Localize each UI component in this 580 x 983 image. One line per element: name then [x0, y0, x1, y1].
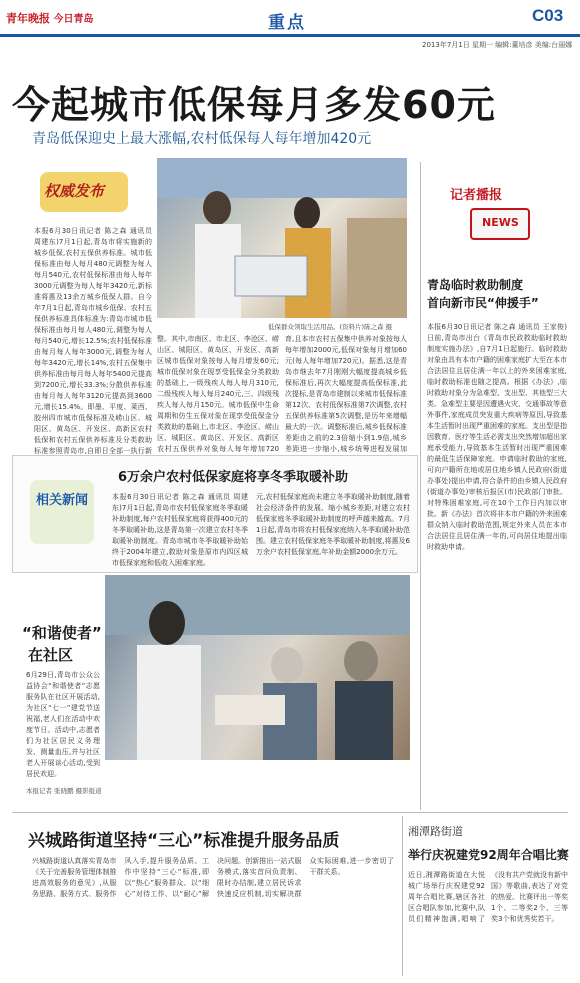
- masthead-logo: [6, 10, 93, 26]
- volunteer-photo: [105, 575, 410, 760]
- right-top-title-1: 青岛临时救助制度: [427, 278, 524, 292]
- related-news-col1: 本报6月30日讯记者 陈之森 通讯员 周建东)7月1日起,青岛市农村低保家庭冬季取暖补助制度,每户农村低保家庭将获得400元的冬季取暖补助,这是青岛第一次建立农村冬季取暖补助制度。青岛市城市冬季取暖补助始终于2004年建立,救助对象是原市内四区城市低保家庭和低收入困难家庭。: [112, 493, 248, 567]
- right-top-title-2: 首向新市民“伸援手”: [427, 296, 539, 310]
- main-headline: 今起城市低保每月多发60元: [12, 83, 496, 127]
- related-news-col2: 元,农村低保家庭尚未建立冬季取暖补助制度,随着社会经济条件的发展、缩小城乡差距,对建立农村低保家庭冬季取暖补助制度的呼声越来越高。7月1日起,青岛市将农村低保家庭纳入冬季取暖补助范围。建立农村低保家庭冬季取暖补助制度,将惠及6万余户农村低保家庭,年补助金额2000余万元。: [256, 493, 410, 556]
- main-subhead: 青岛低保迎史上最大涨幅,农村低保每人每年增加420元: [32, 131, 372, 147]
- main-article-col2: 整。其中,市南区、市北区、李沧区、崂山区、城阳区、黄岛区、开发区、高新区城市低保对象按每人每月增发60元;城市低保对象在现享受低保金分类救助的基础上,一级残疾人每人每月310元,二级残疾人每人每月240元,三、四级残疾人每人每月150元。城市低保中生命周期和仿生五保对象在现享受低保金分类救助的基础上,市北区、李沧区、崂山区、城阳区、黄岛区、开发区、高新区农村五保供养对象每人每年增加720: [157, 335, 279, 453]
- harmony-title-2: 在社区: [28, 646, 74, 664]
- subbrand-name: 今日青岛: [53, 14, 94, 25]
- related-news-badge: [30, 480, 94, 560]
- main-article-col3: 育,且本市农村五保集中供养对象按每人每年增加2000元,低保对象每月增加60元(每人每年增加720元)。据悉,这是青岛市继去年7月刚刚大幅度提高城乡低保标准后,再次大幅度提高低保标准,此次提标,是青岛市建制以来城市低保标准第12次、农村低保标准第7次调整,农村五保供养标准第5次调整,是历年来增幅最大的一次。调整标准后,城乡低保标准差距由之前的2.3倍缩小到1.9倍,城乡差距进一步缩小,城乡统筹进程发展加: [285, 335, 407, 453]
- volunteer-photo-icon: [105, 575, 410, 760]
- section-title: 重点: [268, 13, 306, 33]
- people-photo-icon: [157, 158, 407, 318]
- news-badge-en: NEWS: [482, 216, 519, 229]
- authority-badge: [34, 172, 134, 216]
- harmony-body: 6月29日,青岛市公众公益协会“和谐使者”志愿服务队在社区开展活动,为社区“七一”建党节送祝福,老人们在活动中欢度节日。活动中,志愿者们为社区居民义务理发、测量血压,并与社区老人开展谈心活动,受到居民欢迎。: [26, 671, 100, 778]
- related-news-badge-label: 相关新闻: [36, 493, 89, 508]
- main-photo: [157, 158, 407, 318]
- page-number: C03: [532, 6, 564, 25]
- bottom-left-body: 兴城路街道认真落实青岛市《关于完善服务管理体制推进高效服务的意见》,从服务思路、服务方式、服务作风入手,提升服务品质。工作中坚持“三心”标准,即以“热心”服务群众、以“细心”对待工作、以“耐心”解决问题。创新推出一站式服务模式,落实首问负责制、限时办结制,建立居民诉求快速反应机制,切实解决群众实际困难,进一步密切了干群关系。: [32, 857, 394, 898]
- harmony-byline: 本报记者 张晓鹏 摄影报道: [26, 787, 102, 795]
- right-top-body: 本报6月30日讯记者 陈之森 通讯员 王家俊)日前,青岛市出台《青岛市民政救助临时救助制度实施办法》,自7月1日起施行。临时救助对象由具有本市户籍的困难家庭扩大至在本市合法居住且居住满一年以上的外来困难家庭,临时救助标准也随之提高。根据《办法》,临时救助对象分为急难型、支出型、其他型三大类。急难型主要是因遭遇火灾、交通事故等意外事件,家庭成员突发重大疾病等原因,导致基本生活暂时出现严重困难的家庭。支出型是指因教育、医疗等生活必需支出突然增加超出家庭承受能力,导致基本生活暂时出现严重困难的最低生活保障家庭。申请临时救助的家庭,可向户籍所在地或居住地乡镇人民政府(街道办事处)提出申请,符合条件的由乡镇人民政府(街道办事处)审核后报区(市)民政部门审批。对特殊困难家庭,可在10个工作日内加以审批。新《办法》首次将非本市户籍的外来困难群众纳入临时救助范围,规定外来人员在本市合法居住且居住满一年的,可向居住地提出临时救助申请。: [427, 323, 567, 551]
- bottom-right-section: 湘潭路街道: [408, 825, 463, 838]
- authority-badge-label: 权威发布: [44, 182, 105, 200]
- header-rule: [0, 34, 580, 37]
- divider-bottom: [12, 812, 568, 813]
- main-article-col1: 本报6月30日讯记者 陈之森 通讯员 周建东)7月1日起,青岛市将实施新的城乡低保,农村五保供养标准。城市低保标准由每人每月480元调整为每人每月540元,农村低保标准由每人每年3000元调整为每人每年3420元,新标准将惠及13余万城乡低保人群。自今年7月1日起,青岛市城乡低保、农村五保供养标准具体标准为:青岛市城市低保标准由每月每人480元,调整为每人每月540元,增长12.5%;农村低保标准由每月每人每年3000元,调整为每人每年3420元,增长14%,农村五保集中供养标准由每月每人每年5400元提高到7200元,增长33.3%;分散供养标准由每月每人每年3120元提高到3600元,增长15.4%。即墨、平度、莱西、胶州四市城市低保标准及崂山区、城阳区、黄岛区、开发区、高新区农村低保和农村五保供养标准及分类救助标准参照青岛市,自即日全部一执行新: [34, 227, 152, 455]
- related-news-title: 6万余户农村低保家庭将享冬季取暖补助: [118, 470, 349, 485]
- issue-meta: 2013年7月1日 星期一 编辑:董培彦 美编:台丽娜: [422, 41, 573, 49]
- photo-caption: 低保群众领取生活用品。(资料片)陈之森 摄: [268, 323, 393, 331]
- bottom-right-body: 近日,湘潭路街道在大悦城广场举行庆祝建党92周年合唱比赛,辖区各社区合唱队参加,比赛中,队员们精神饱满,唱响了《没有共产党就没有新中国》等歌曲,表达了对党的热爱。比赛评出一等奖1个、二等奖2个、三等奖3个和优秀奖若干。: [408, 871, 568, 923]
- harmony-title-1: “和谐使者”: [22, 624, 102, 642]
- news-badge-label: 记者播报: [450, 188, 503, 203]
- bottom-right-title: 举行庆祝建党92周年合唱比赛: [408, 848, 569, 862]
- news-badge: [440, 182, 558, 246]
- brand-name: 青年晚报: [6, 12, 50, 25]
- divider-right: [420, 162, 421, 810]
- divider-bottom-right: [402, 816, 403, 976]
- bottom-left-title: 兴城路街道坚持“三心”标准提升服务品质: [28, 831, 340, 851]
